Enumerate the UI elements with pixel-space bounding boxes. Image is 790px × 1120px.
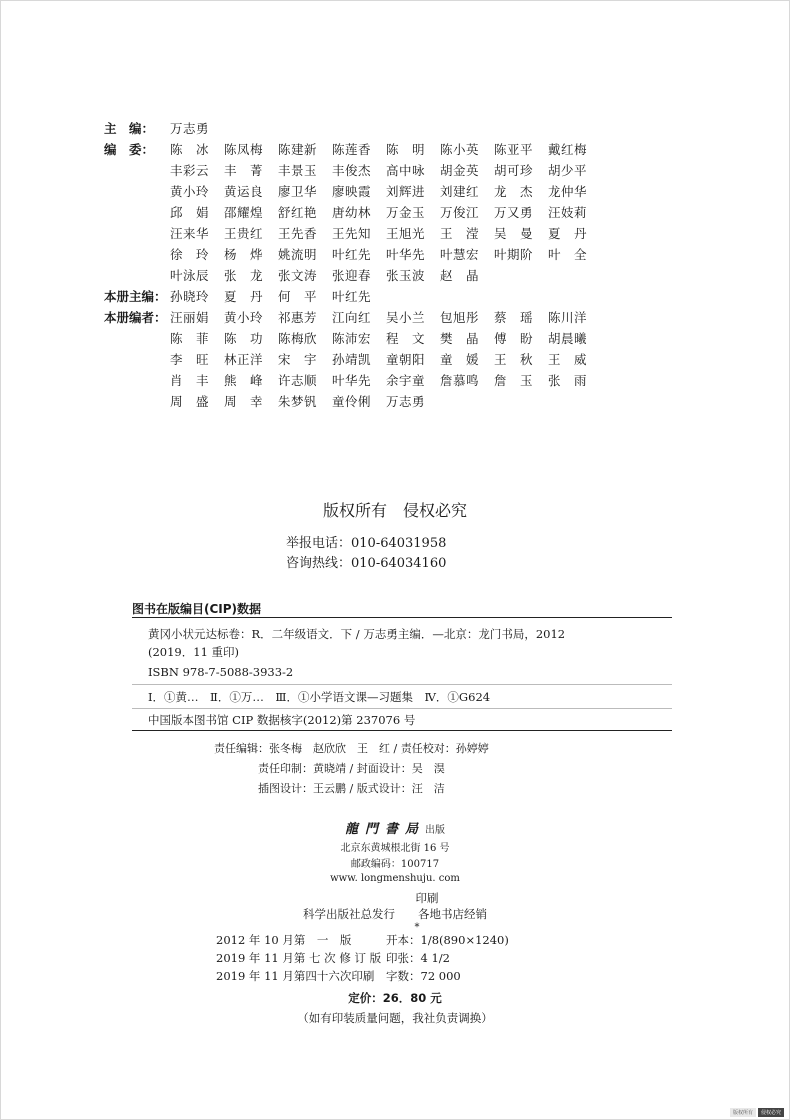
person-name: 熊 峰 bbox=[224, 373, 264, 388]
person-name: 陈建新 bbox=[278, 142, 318, 157]
person-name: 陈小英 bbox=[440, 142, 480, 157]
publisher-postcode: 邮政编码：100717 bbox=[350, 859, 440, 870]
person-name: 傅 盼 bbox=[494, 331, 534, 346]
person-name: 胡少平 bbox=[548, 163, 588, 178]
person-name: 万志勇 bbox=[170, 121, 210, 136]
cip-description: 黄冈小状元达标卷：R．二年级语文．下 / 万志勇主编．—北京：龙门书局，2012 bbox=[148, 627, 566, 641]
edition-date: 2019 年 11 月第四十六次印刷 bbox=[216, 969, 375, 983]
chief-editor-names bbox=[170, 118, 610, 139]
person-name: 孙晓玲 bbox=[170, 289, 210, 304]
person-name: 万俊江 bbox=[440, 205, 480, 220]
staff-line-3: 插图设计：王云鹏 / 版式设计：汪 洁 bbox=[258, 782, 445, 795]
person-name: 黄小玲 bbox=[224, 310, 264, 325]
person-name: 胡晨曦 bbox=[548, 331, 588, 346]
editorial-board-row bbox=[104, 139, 610, 286]
person-name: 汪来华 bbox=[170, 226, 210, 241]
person-name: 高中咏 bbox=[386, 163, 426, 178]
person-name: 丰景玉 bbox=[278, 163, 318, 178]
person-name: 余宇童 bbox=[386, 373, 426, 388]
person-name: 胡可珍 bbox=[494, 163, 534, 178]
publisher-line bbox=[0, 818, 790, 837]
volume-editors-row bbox=[104, 307, 610, 412]
person-name: 祁惠芳 bbox=[278, 310, 318, 325]
publisher-website: www. longmenshuju. com bbox=[330, 873, 460, 884]
person-name: 王先知 bbox=[332, 226, 372, 241]
person-name: 夏 丹 bbox=[548, 226, 588, 241]
person-name: 张迎春 bbox=[332, 268, 372, 283]
person-name: 陈 明 bbox=[386, 142, 426, 157]
edition-spec: 印张：4 1/2 bbox=[386, 951, 450, 965]
print-label: 印刷 bbox=[415, 891, 439, 905]
cip-isbn: ISBN 978-7-5088-3933-2 bbox=[148, 665, 294, 679]
staff-line-2: 责任印制：黄晓靖 / 封面设计：吴 淏 bbox=[258, 762, 445, 775]
person-name: 王 威 bbox=[548, 352, 588, 367]
person-name: 包旭彤 bbox=[440, 310, 480, 325]
person-name: 刘建红 bbox=[440, 184, 480, 199]
person-name: 叶华先 bbox=[332, 373, 372, 388]
person-name: 王旭光 bbox=[386, 226, 426, 241]
person-name: 徐 玲 bbox=[170, 247, 210, 262]
cip-box bbox=[132, 617, 672, 731]
edition-row bbox=[216, 931, 509, 949]
person-name: 程 文 bbox=[386, 331, 426, 346]
publish-word: 出版 bbox=[425, 825, 445, 836]
person-name: 汪丽娟 bbox=[170, 310, 210, 325]
person-name: 陈 冰 bbox=[170, 142, 210, 157]
person-name: 宋 宇 bbox=[278, 352, 318, 367]
edition-row bbox=[216, 967, 509, 985]
edition-date: 2012 年 10 月第 一 版 bbox=[216, 933, 352, 947]
person-name: 龙 杰 bbox=[494, 184, 534, 199]
cip-reprint: (2019．11 重印) bbox=[148, 645, 240, 659]
person-name: 叶红先 bbox=[332, 289, 372, 304]
person-name: 叶泳辰 bbox=[170, 268, 210, 283]
person-name: 叶 全 bbox=[548, 247, 588, 262]
person-name: 詹慕鸣 bbox=[440, 373, 480, 388]
person-name: 叶期阶 bbox=[494, 247, 534, 262]
publisher-logo: 龍門書局 bbox=[344, 822, 425, 837]
person-name: 周 盛 bbox=[170, 394, 210, 409]
person-name: 张文涛 bbox=[278, 268, 318, 283]
person-name: 陈 功 bbox=[224, 331, 264, 346]
person-name: 胡金英 bbox=[440, 163, 480, 178]
person-name: 陈梅欣 bbox=[278, 331, 318, 346]
cip-record: 中国版本图书馆 CIP 数据核字(2012)第 237076 号 bbox=[148, 713, 416, 727]
person-name: 何 平 bbox=[278, 289, 318, 304]
person-name: 王 滢 bbox=[440, 226, 480, 241]
person-name: 陈 菲 bbox=[170, 331, 210, 346]
person-name: 叶红先 bbox=[332, 247, 372, 262]
person-name: 孙靖凯 bbox=[332, 352, 372, 367]
person-name: 夏 丹 bbox=[224, 289, 264, 304]
contact-info bbox=[286, 534, 446, 574]
watermark-left: 版权所有 bbox=[730, 1108, 756, 1117]
person-name: 陈莲香 bbox=[332, 142, 372, 157]
chief-editor-label: 主 编： bbox=[104, 121, 155, 136]
copyright-notice: 版权所有 侵权必究 bbox=[322, 501, 467, 520]
person-name: 万又勇 bbox=[494, 205, 534, 220]
cip-classification: Ⅰ．①黄… Ⅱ．①万… Ⅲ．①小学语文课—习题集 Ⅳ．①G624 bbox=[148, 690, 491, 704]
person-name: 蔡 瑶 bbox=[494, 310, 534, 325]
report-phone: 举报电话：010-64031958 bbox=[286, 536, 447, 551]
person-name: 周 幸 bbox=[224, 394, 264, 409]
person-name: 吴小兰 bbox=[386, 310, 426, 325]
person-name: 汪妓莉 bbox=[548, 205, 588, 220]
person-name: 杨 烨 bbox=[224, 247, 264, 262]
staff-line-1: 责任编辑：张冬梅 赵欣欣 王 红 / 责任校对：孙婷婷 bbox=[214, 742, 489, 755]
person-name: 黄运良 bbox=[224, 184, 264, 199]
person-name: 王先香 bbox=[278, 226, 318, 241]
person-name: 童 媛 bbox=[440, 352, 480, 367]
person-name: 陈亚平 bbox=[494, 142, 534, 157]
person-name: 廖映霞 bbox=[332, 184, 372, 199]
chief-editor-row bbox=[104, 118, 610, 139]
person-name: 丰 菁 bbox=[224, 163, 264, 178]
edition-row bbox=[216, 949, 509, 967]
person-name: 陈川洋 bbox=[548, 310, 588, 325]
person-name: 肖 丰 bbox=[170, 373, 210, 388]
person-name: 樊 晶 bbox=[440, 331, 480, 346]
editorial-board-names bbox=[170, 139, 610, 286]
hotline: 咨询热线：010-64034160 bbox=[286, 556, 447, 571]
person-name: 李 旺 bbox=[170, 352, 210, 367]
corner-watermark bbox=[730, 1108, 784, 1117]
edition-info bbox=[216, 931, 509, 985]
person-name: 张玉波 bbox=[386, 268, 426, 283]
person-name: 陈凤梅 bbox=[224, 142, 264, 157]
person-name: 陈沛宏 bbox=[332, 331, 372, 346]
person-name: 万志勇 bbox=[386, 394, 426, 409]
person-name: 江向红 bbox=[332, 310, 372, 325]
person-name: 叶华先 bbox=[386, 247, 426, 262]
separator-star: * bbox=[414, 922, 420, 933]
person-name: 王 秋 bbox=[494, 352, 534, 367]
publisher-address: 北京东黄城根北街 16 号 bbox=[340, 843, 450, 854]
person-name: 邱 娟 bbox=[170, 205, 210, 220]
person-name: 廖卫华 bbox=[278, 184, 318, 199]
person-name: 王贵红 bbox=[224, 226, 264, 241]
person-name: 万金玉 bbox=[386, 205, 426, 220]
person-name: 朱梦钒 bbox=[278, 394, 318, 409]
person-name: 赵 晶 bbox=[440, 268, 480, 283]
person-name: 吴 曼 bbox=[494, 226, 534, 241]
person-name: 舒红艳 bbox=[278, 205, 318, 220]
quality-notice: （如有印装质量问题，我社负责调换） bbox=[297, 1011, 493, 1025]
person-name: 刘辉进 bbox=[386, 184, 426, 199]
person-name: 张 龙 bbox=[224, 268, 264, 283]
person-name: 许志顺 bbox=[278, 373, 318, 388]
edition-spec: 字数：72 000 bbox=[386, 969, 461, 983]
cip-divider bbox=[132, 708, 672, 709]
person-name: 叶慧宏 bbox=[440, 247, 480, 262]
watermark-right: 侵权必究 bbox=[758, 1108, 784, 1117]
person-name: 詹 玉 bbox=[494, 373, 534, 388]
person-name: 童朝阳 bbox=[386, 352, 426, 367]
person-name: 丰彩云 bbox=[170, 163, 210, 178]
person-name: 戴红梅 bbox=[548, 142, 588, 157]
volume-chief-label: 本册主编： bbox=[104, 289, 167, 304]
person-name: 黄小玲 bbox=[170, 184, 210, 199]
person-name: 张 雨 bbox=[548, 373, 588, 388]
volume-editors-names bbox=[170, 307, 610, 412]
edition-date: 2019 年 11 月第 七 次 修 订 版 bbox=[216, 951, 382, 965]
cip-divider bbox=[132, 684, 672, 685]
person-name: 龙仲华 bbox=[548, 184, 588, 199]
cip-heading: 图书在版编目(CIP)数据 bbox=[132, 602, 262, 616]
person-name: 邵耀煌 bbox=[224, 205, 264, 220]
person-name: 姚流明 bbox=[278, 247, 318, 262]
person-name: 童伶俐 bbox=[332, 394, 372, 409]
person-name: 唐幼林 bbox=[332, 205, 372, 220]
price: 定价：26．80 元 bbox=[348, 991, 442, 1005]
person-name: 林正洋 bbox=[224, 352, 264, 367]
credits-block bbox=[104, 118, 610, 412]
person-name: 丰俊杰 bbox=[332, 163, 372, 178]
volume-editors-label: 本册编者： bbox=[104, 310, 167, 325]
edition-spec: 开本：1/8(890×1240) bbox=[386, 933, 509, 947]
distribution-line: 科学出版社总发行 各地书店经销 bbox=[303, 907, 487, 921]
volume-chief-row bbox=[104, 286, 610, 307]
volume-chief-names bbox=[170, 286, 610, 307]
editorial-board-label: 编 委： bbox=[104, 142, 155, 157]
